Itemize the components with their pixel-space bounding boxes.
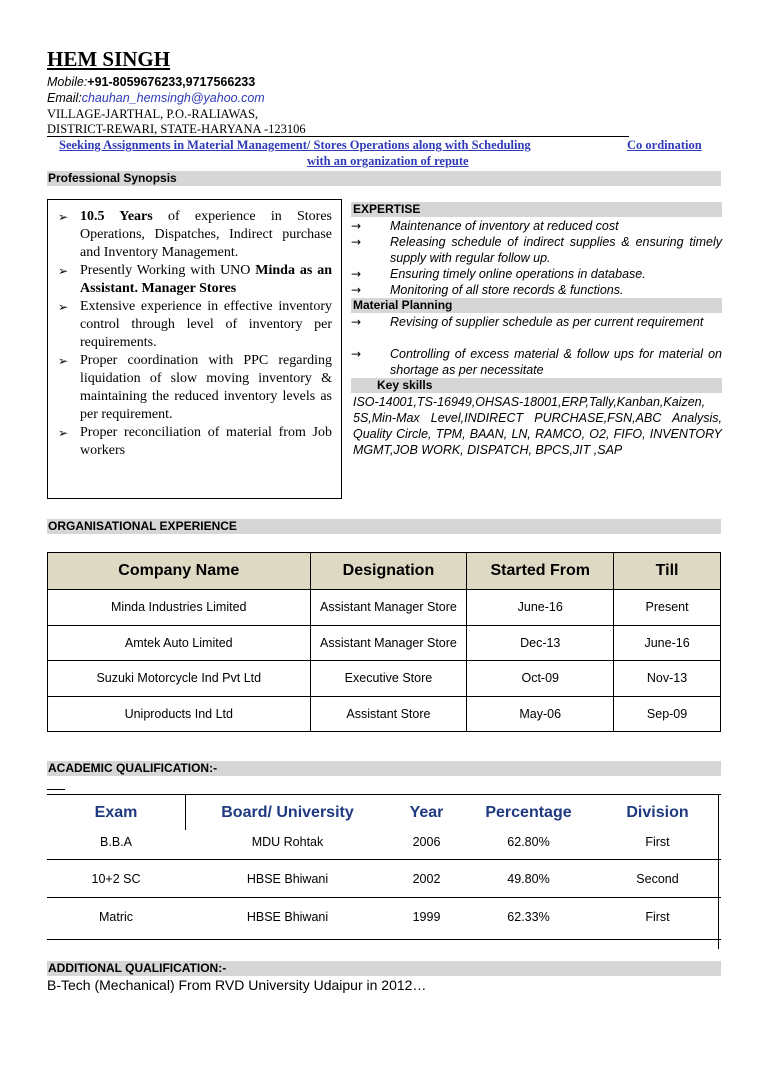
section-experience: ORGANISATIONAL EXPERIENCE	[47, 519, 721, 534]
right-arrow-icon: →	[351, 235, 362, 249]
table-cell: Assistant Store	[310, 696, 467, 732]
right-arrow-icon: →	[351, 347, 362, 361]
column-header: Company Name	[48, 553, 311, 590]
table-cell: 1999	[390, 898, 463, 940]
key-skills-text: ISO-14001,TS-16949,OHSAS-18001,ERP,Tally,Kanban,Kaizen, 5S,Min-Max Level,INDIRECT PURCHASE,FSN,ABC Analysis, Quality Circle, TPM, BAAN, LN, RAMCO, O2, FIFO, INVENTORY MGMT,JOB WORK, DISPATCH, BPCS,JIT ,SAP	[353, 395, 722, 457]
table-cell: Assistant Manager Store	[310, 590, 467, 626]
mobile-value: +91-8059676233,9717566233	[87, 75, 256, 89]
address-line-2: DISTRICT-REWARI, STATE-HARYANA -123106	[47, 122, 306, 136]
mobile-line	[47, 74, 255, 90]
email-line	[47, 90, 265, 106]
table-cell: Dec-13	[467, 625, 614, 661]
table-cell: Executive Store	[310, 661, 467, 697]
table-cell: Nov-13	[614, 661, 721, 697]
expertise-item: → Releasing schedule of indirect supplies & ensuring timely supply with regular follow up.	[351, 235, 722, 265]
material-planning-item: → Controlling of excess material & follow ups for material on shortage as per necessitate	[351, 347, 722, 377]
section-synopsis: Professional Synopsis	[47, 171, 721, 186]
table-cell: MDU Rohtak	[185, 831, 390, 860]
table-header-row	[47, 795, 721, 831]
expertise-item: → Monitoring of all store records & functions.	[351, 283, 624, 297]
table-cell: Amtek Auto Limited	[48, 625, 311, 661]
table-cell: Minda Industries Limited	[48, 590, 311, 626]
additional-qualification-text: B-Tech (Mechanical) From RVD University Udaipur in 2012…	[47, 977, 427, 993]
column-header: Division	[594, 795, 721, 831]
table-divider	[185, 794, 186, 830]
table-row	[48, 590, 721, 626]
header-divider	[47, 136, 629, 137]
decorative-dash	[47, 789, 65, 790]
table-cell: 2006	[390, 831, 463, 860]
table-row	[47, 860, 721, 898]
table-cell: Second	[594, 860, 721, 898]
synopsis-item: ➢ Proper coordination with PPC regarding liquidation of slow moving inventory & maintaining the reduced inventory levels as per requirement.	[58, 353, 332, 422]
table-cell: 2002	[390, 860, 463, 898]
table-row	[48, 661, 721, 697]
section-academic: ACADEMIC QUALIFICATION:-	[47, 761, 721, 776]
arrow-bullet-icon: ➢	[58, 426, 69, 440]
email-link[interactable]: chauhan_hemsingh@yahoo.com	[81, 91, 265, 105]
table-header-row	[48, 553, 721, 590]
table-cell: 49.80%	[463, 860, 594, 898]
column-header: Started From	[467, 553, 614, 590]
column-header: Till	[614, 553, 721, 590]
column-header: Designation	[310, 553, 467, 590]
experience-table	[47, 552, 721, 732]
table-cell: 62.80%	[463, 831, 594, 860]
section-additional: ADDITIONAL QUALIFICATION:-	[47, 961, 721, 976]
column-header: Percentage	[463, 795, 594, 831]
table-cell: 62.33%	[463, 898, 594, 940]
right-arrow-icon: →	[351, 267, 362, 281]
table-cell: 10+2 SC	[47, 860, 185, 898]
synopsis-list	[56, 208, 332, 460]
table-divider	[718, 794, 719, 949]
synopsis-item: ➢ Presently Working with UNO Minda as an Assistant. Manager Stores	[58, 263, 332, 296]
table-cell: First	[594, 831, 721, 860]
mobile-label: Mobile:	[47, 75, 88, 89]
table-cell: HBSE Bhiwani	[185, 860, 390, 898]
synopsis-item: ➢ Extensive experience in effective inventory control through level of inventory per requirements.	[58, 299, 332, 350]
material-planning-heading: Material Planning	[351, 298, 722, 313]
arrow-bullet-icon: ➢	[58, 300, 69, 314]
table-cell: Suzuki Motorcycle Ind Pvt Ltd	[48, 661, 311, 697]
expertise-item: → Ensuring timely online operations in database.	[351, 267, 646, 281]
arrow-bullet-icon: ➢	[58, 264, 69, 278]
objective-line-1-end: Co ordination	[627, 138, 702, 152]
column-header: Exam	[47, 795, 185, 831]
table-cell: Assistant Manager Store	[310, 625, 467, 661]
address-line-1: VILLAGE-JARTHAL, P.O.-RALIAWAS,	[47, 107, 259, 121]
table-cell: Uniproducts Ind Ltd	[48, 696, 311, 732]
table-cell: HBSE Bhiwani	[185, 898, 390, 940]
table-cell: Matric	[47, 898, 185, 940]
key-skills-heading: Key skills	[351, 378, 722, 393]
table-cell: May-06	[467, 696, 614, 732]
table-cell: B.B.A	[47, 831, 185, 860]
table-row	[47, 898, 721, 940]
column-header: Year	[390, 795, 463, 831]
material-planning-item: → Revising of supplier schedule as per current requirement	[351, 315, 704, 329]
right-arrow-icon: →	[351, 283, 362, 297]
arrow-bullet-icon: ➢	[58, 354, 69, 368]
expertise-item: → Maintenance of inventory at reduced cost	[351, 219, 619, 233]
table-row	[48, 625, 721, 661]
table-cell: June-16	[467, 590, 614, 626]
table-cell: June-16	[614, 625, 721, 661]
academic-table	[47, 794, 721, 940]
table-row	[47, 831, 721, 860]
expertise-heading: EXPERTISE	[351, 202, 722, 217]
email-label: Email:	[47, 91, 82, 105]
table-cell: Sep-09	[614, 696, 721, 732]
table-cell: First	[594, 898, 721, 940]
right-arrow-icon: →	[351, 219, 362, 233]
objective-line-2: with an organization of repute	[307, 154, 469, 168]
table-row	[48, 696, 721, 732]
candidate-name: HEM SINGH	[47, 47, 171, 71]
synopsis-item: ➢ Proper reconciliation of material from Job workers	[58, 425, 332, 458]
objective-line-1: Seeking Assignments in Material Management/ Stores Operations along with Scheduling	[59, 138, 531, 152]
column-header: Board/ University	[185, 795, 390, 831]
synopsis-item: ➢ 10.5 Years of experience in Stores Operations, Dispatches, Indirect purchase and Inventory Management.	[58, 209, 332, 260]
right-arrow-icon: →	[351, 315, 362, 329]
table-cell: Oct-09	[467, 661, 614, 697]
table-cell: Present	[614, 590, 721, 626]
arrow-bullet-icon: ➢	[58, 210, 69, 224]
